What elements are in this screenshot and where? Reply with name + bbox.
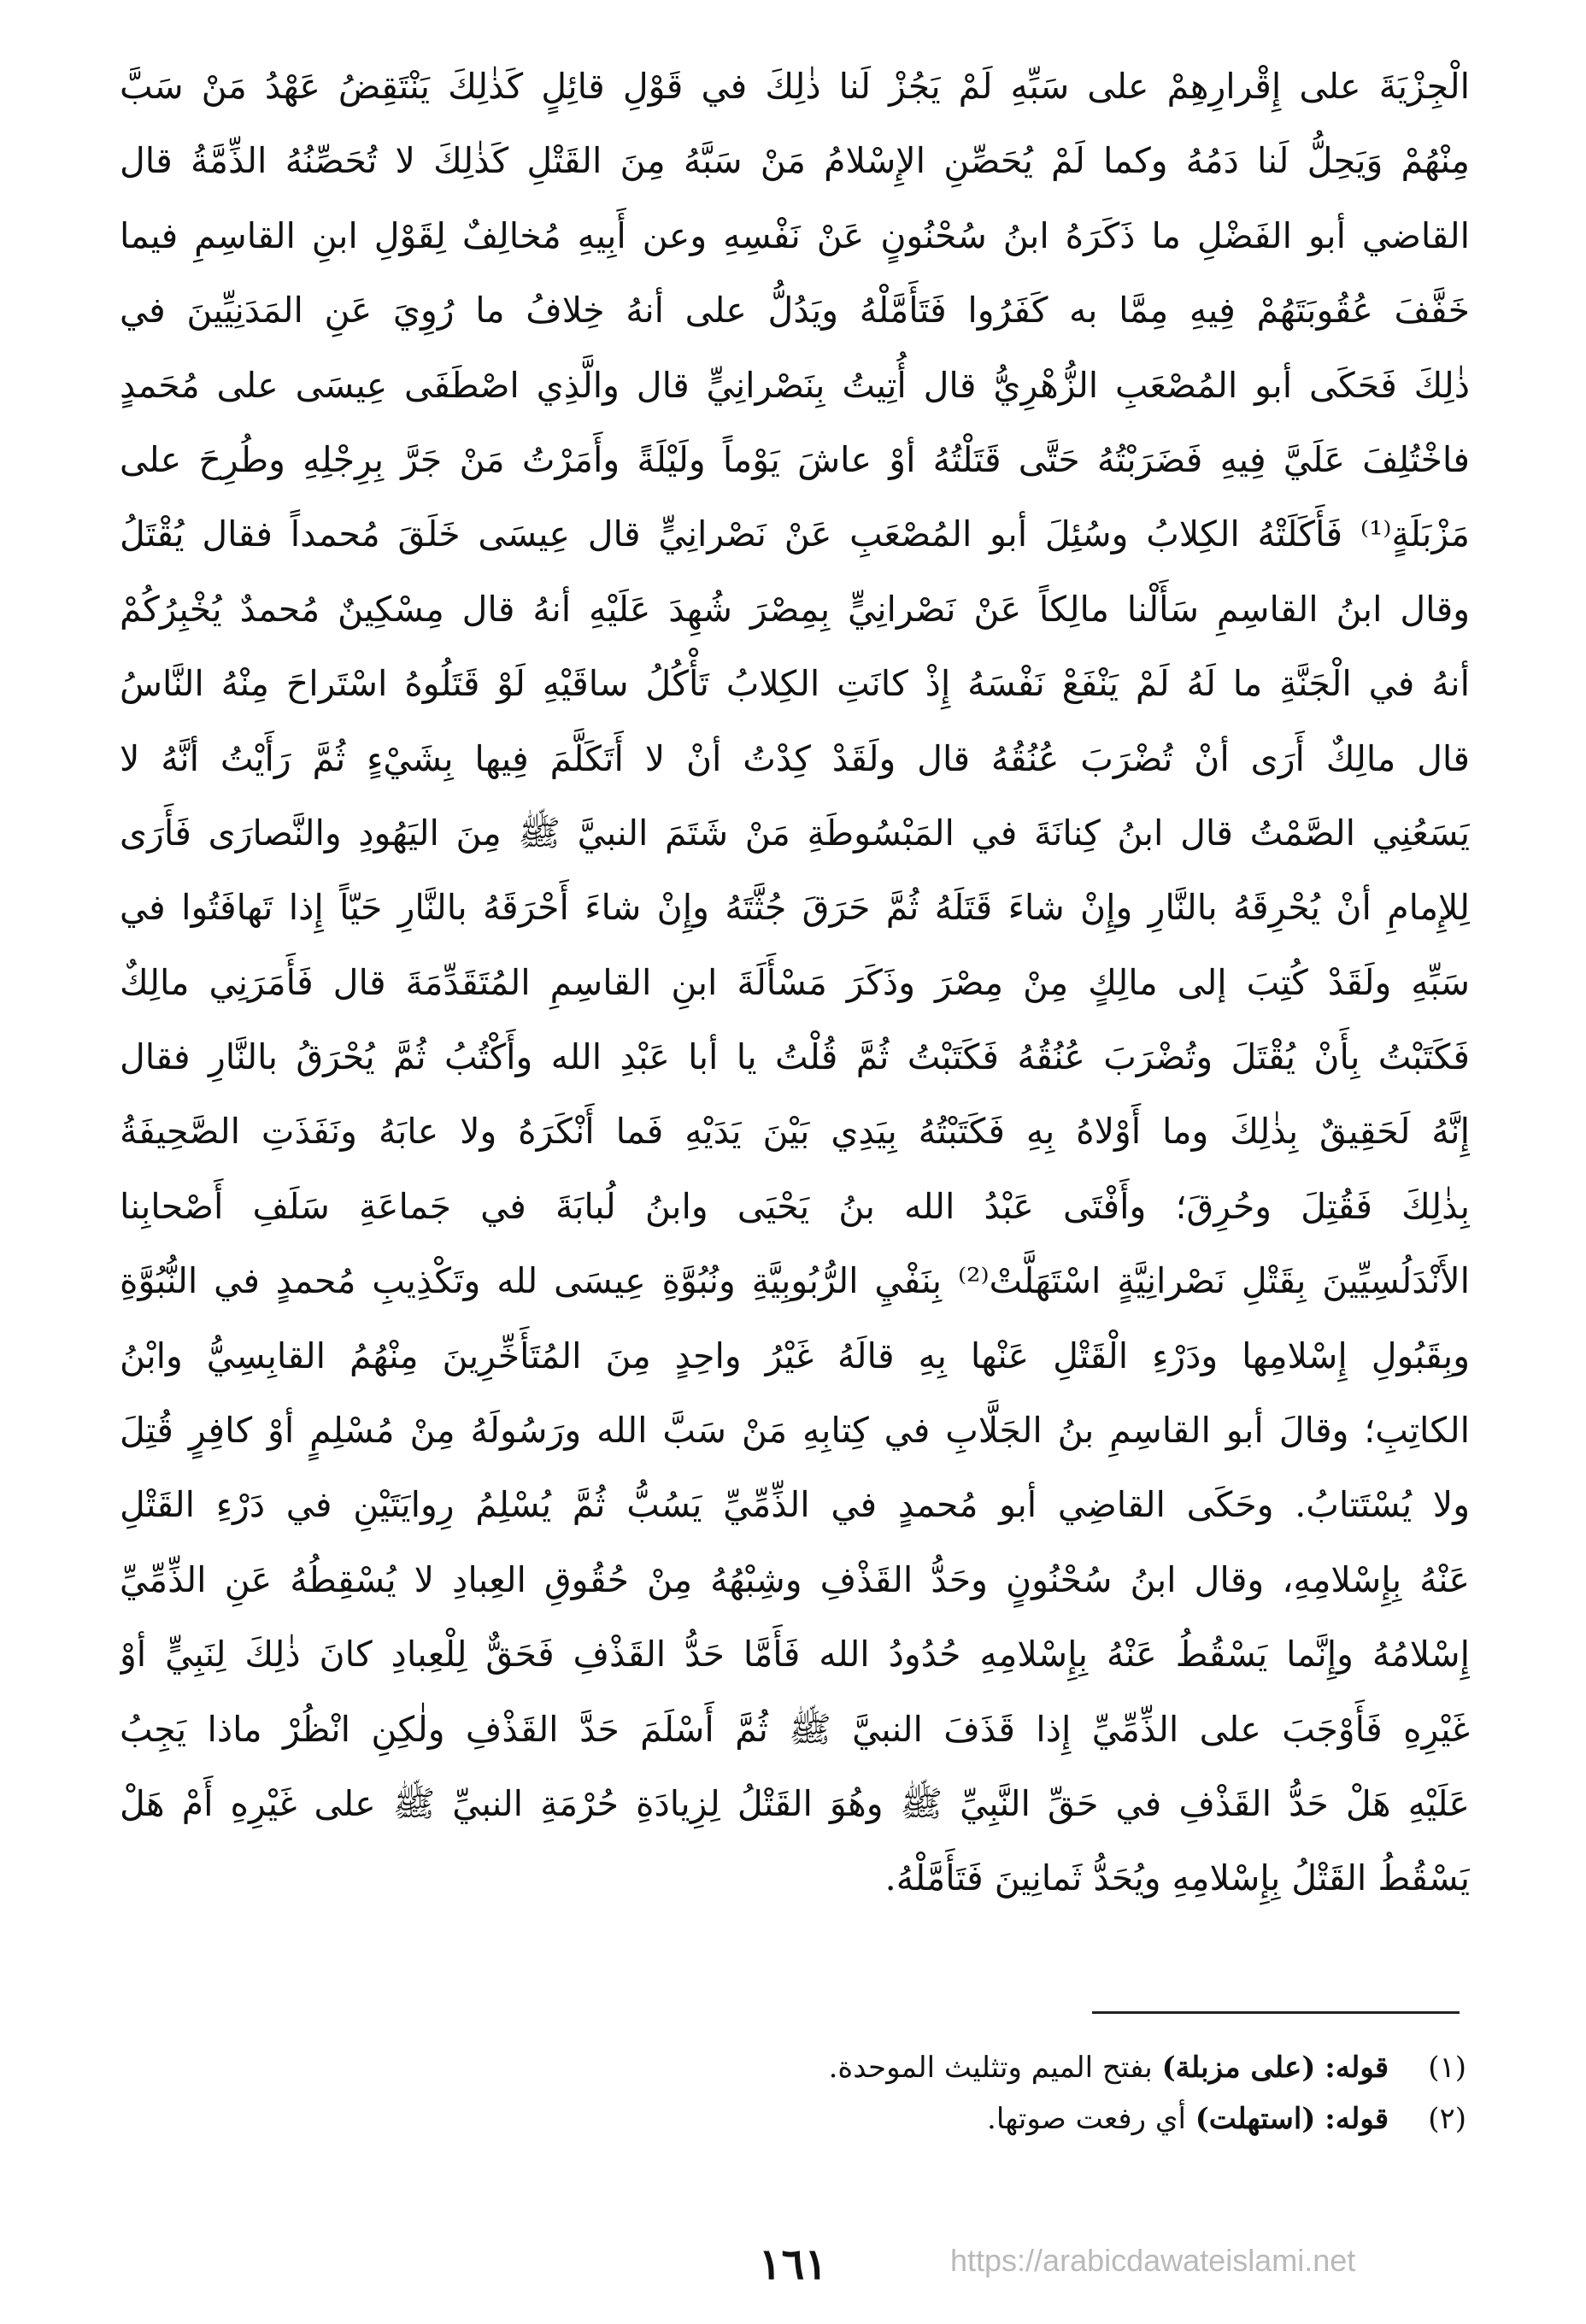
text-line: الأَنْدَلُسِيِّينَ بِقَتْلِ نَصْرانِيَّةٍ اسْتَهَلَّتْ⁽²⁾ بِنَفْيِ الرُّبُوبِيَّةِ ونُبُوَّةِ عِيسَى لله وتَكْذِيبِ مُحمدٍ في النُّبُوَّةِ — [120, 1260, 1470, 1302]
footnote-term: (على مزبلة) — [1161, 2051, 1316, 2085]
text-line: غَيْرِهِ فَأَوْجَبَ على الذِّمِّيِّ إِذا قَذَفَ النبيَّ ﷺ ثُمَّ أَسْلَمَ حَدَّ القَذْفِ ولٰكِنِ انْظُرْ ماذا يَجِبُ — [120, 1708, 1470, 1750]
text-line: وقال ابنُ القاسِمِ سَأَلْنا مالِكاً عَنْ نَصْرانِيٍّ بِمِصْرَ شُهِدَ عَلَيْهِ أنهُ قال مِسْكِينٌ مُحمدٌ يُخْبِرُكُمْ — [120, 588, 1470, 630]
text-line: الْجِزْيَةَ على إِقْرارِهِمْ على سَبِّهِ لَمْ يَجُزْ لَنا ذٰلِكَ في قَوْلِ قائِلٍ كَذٰلِكَ يَنْتَقِضُ عَهْدُ مَنْ سَبَّ — [120, 66, 1470, 107]
footnote-term: (استهلت) — [1195, 2102, 1316, 2136]
text-line: فَكَتَبْتُ بِأَنْ يُقْتَلَ وتُضْرَبَ عُنُقُهُ فَكَتَبْتُ ثُمَّ قُلْتُ يا أبا عَبْدِ الله وأَكْتُبُ ثُمَّ يُحْرَقُ بالنَّارِ فقال — [120, 1036, 1470, 1078]
main-text-block — [120, 50, 1470, 1916]
text-line: عَنْهُ بِإِسْلامِهِ، وقال ابنُ سُحْنُونٍ وحَدُّ القَذْفِ وشِبْهُهُ مِنْ حُقُوقِ العِبادِ لا يُسْقِطُهُ عَنِ الذِّمِّيِّ — [120, 1558, 1470, 1600]
text-line: يَسْقُطُ القَتْلُ بِإِسْلامِهِ ويُحَدُّ ثَمانِينَ فَتَأَمَّلْهُ. — [884, 1857, 1470, 1899]
footnote-number: (١) — [1428, 2051, 1466, 2085]
text-line: مَزْبَلَةٍ⁽¹⁾ فَأَكَلَتْهُ الكِلابُ وسُئِلَ أبو المُصْعَبِ عَنْ نَصْرانِيٍّ قال عِيسَى خَلَقَ مُحمداً فقال يُقْتَلُ — [120, 514, 1470, 555]
text-line: وبِقَبُولِ إِسْلامِها ودَرْءِ الْقَتْلِ عَنْها بِهِ قالَهُ غَيْرُ واحِدٍ مِنَ المُتَأَخِّرِينَ مِنْهُمُ القابِسِيُّ وابْنُ — [120, 1335, 1470, 1376]
text-line: عَلَيْهِ هَلْ حَدُّ القَذْفِ في حَقِّ النَّبِيِّ ﷺ وهُوَ القَتْلُ لِزِيادَةِ حُرْمَةِ النبيِّ ﷺ على غَيْرِهِ أَمْ هَلْ — [120, 1782, 1470, 1824]
text-line: الكاتِبِ؛ وقالَ أبو القاسِمِ بنُ الجَلَّابِ في كِتابِهِ مَنْ سَبَّ الله ورَسُولَهُ مِنْ مُسْلِمٍ أوْ كافِرٍ قُتِلَ — [120, 1410, 1470, 1452]
text-line: مِنْهُمْ وَيَحِلُّ لَنا دَمُهُ وكما لَمْ يُحَصِّنِ الإِسْلامُ مَنْ سَبَّهُ مِنَ القَتْلِ كَذٰلِكَ لا تُحَصِّنُهُ الذِّمَّةُ قال — [120, 140, 1470, 182]
footnote-label: قوله: — [1325, 2051, 1389, 2085]
footnote-label: قوله: — [1325, 2102, 1389, 2136]
text-line: بِذٰلِكَ فَقُتِلَ وحُرِقَ؛ وأَفْتَى عَبْدُ الله بنُ يَحْيَى وابنُ لُبابَةَ في جَماعَةِ سَلَفِ أَصْحابِنا — [120, 1185, 1470, 1227]
text-line: قال مالِكٌ أَرَى أنْ تُضْرَبَ عُنُقُهُ قال ولَقَدْ كِدْتُ أنْ لا أَتَكَلَّمَ فِيها بِشَيْءٍ ثُمَّ رَأَيْتُ أنَّهُ لا — [120, 737, 1470, 779]
text-line: إِنَّهُ لَحَقِيقٌ بِذٰلِكَ وما أَوْلاهُ بِهِ فَكَتَبْتُهُ بِيَدِي بَيْنَ يَدَيْهِ فَما أَنْكَرَهُ ولا عابَهُ ونَفَذَتِ الصَّحِيفَةُ — [120, 1111, 1470, 1153]
footnote-separator — [1092, 2011, 1460, 2014]
footnote-2 — [116, 2093, 1466, 2145]
text-line: ولا يُسْتَتابُ. وحَكَى القاضِي أبو مُحمدٍ في الذِّمِّيِّ يَسُبُّ ثُمَّ يُسْلِمُ رِوايَتَيْنِ في دَرْءِ القَتْلِ — [120, 1484, 1470, 1526]
page-number: ١٦١ — [758, 2239, 828, 2289]
text-line: خَفَّفَ عُقُوبَتَهُمْ فِيهِ مِمَّا به كَفَرُوا فَتَأَمَّلْهُ ويَدُلُّ على أنهُ خِلافُ ما رُوِيَ عَنِ المَدَنِيِّينَ في — [120, 290, 1470, 332]
text-line: فاخْتُلِفَ عَلَيَّ فِيهِ فَضَرَبْتُهُ حَتَّى قَتَلْتُهُ أوْ عاشَ يَوْماً ولَيْلَةً وأَمَرْتُ مَنْ جَرَّ بِرِجْلِهِ وطُرِحَ على — [120, 438, 1470, 480]
text-line: يَسَعُنِي الصَّمْتُ قال ابنُ كِنانَةَ في المَبْسُوطَةِ مَنْ شَتَمَ النبيَّ ﷺ مِنَ اليَهُودِ والنَّصارَى فَأَرَى — [120, 812, 1470, 854]
text-line: القاضي أبو الفَضْلِ ما ذَكَرَهُ ابنُ سُحْنُونٍ عَنْ نَفْسِهِ وعن أَبِيهِ مُخالِفٌ لِقَوْلِ ابنِ القاسِمِ فيما — [120, 214, 1470, 256]
text-line: أنهُ في الْجَنَّةِ ما لَهُ لَمْ يَنْفَعْ نَفْسَهُ إِذْ كانَتِ الكِلابُ تَأْكُلُ ساقَيْهِ لَوْ قَتَلُوهُ اسْتَراحَ مِنْهُ النَّاسُ — [120, 663, 1470, 705]
text-line: ذٰلِكَ فَحَكَى أبو المُصْعَبِ الزُّهْرِيُّ قال أُتِيتُ بِنَصْرانِيٍّ قال والَّذِي اصْطَفَى عِيسَى على مُحَمدٍ — [120, 364, 1470, 406]
footnotes — [116, 2042, 1466, 2145]
text-line: لِلإِمامِ أنْ يُحْرِقَهُ بالنَّارِ وإِنْ شاءَ قَتَلَهُ ثُمَّ حَرَقَ جُثَّتَهُ وإِنْ شاءَ أَحْرَقَهُ بالنَّارِ حَيّاً إِذا تَهافَتُوا في — [120, 887, 1470, 929]
text-line: إِسْلامُهُ وإِنَّما يَسْقُطُ عَنْهُ بِإِسْلامِهِ حُدُودُ الله فَأَمَّا حَدُّ القَذْفِ فَحَقٌّ لِلْعِبادِ كانَ ذٰلِكَ لِنَبِيٍّ أوْ — [120, 1634, 1470, 1676]
watermark-url: https://arabicdawateislami.net — [950, 2243, 1356, 2278]
footnote-1 — [116, 2042, 1466, 2093]
footnote-text: أي رفعت صوتها. — [987, 2102, 1186, 2136]
footnote-text: بفتح الميم وتثليث الموحدة. — [828, 2051, 1153, 2085]
text-line: سَبِّهِ ولَقَدْ كُتِبَ إلى مالِكٍ مِنْ مِصْرَ وذَكَرَ مَسْأَلَةَ ابنِ القاسِمِ المُتَقَدِّمَةَ قال فَأَمَرَنِي مالِكٌ — [120, 961, 1470, 1003]
footnote-number: (٢) — [1428, 2102, 1466, 2136]
